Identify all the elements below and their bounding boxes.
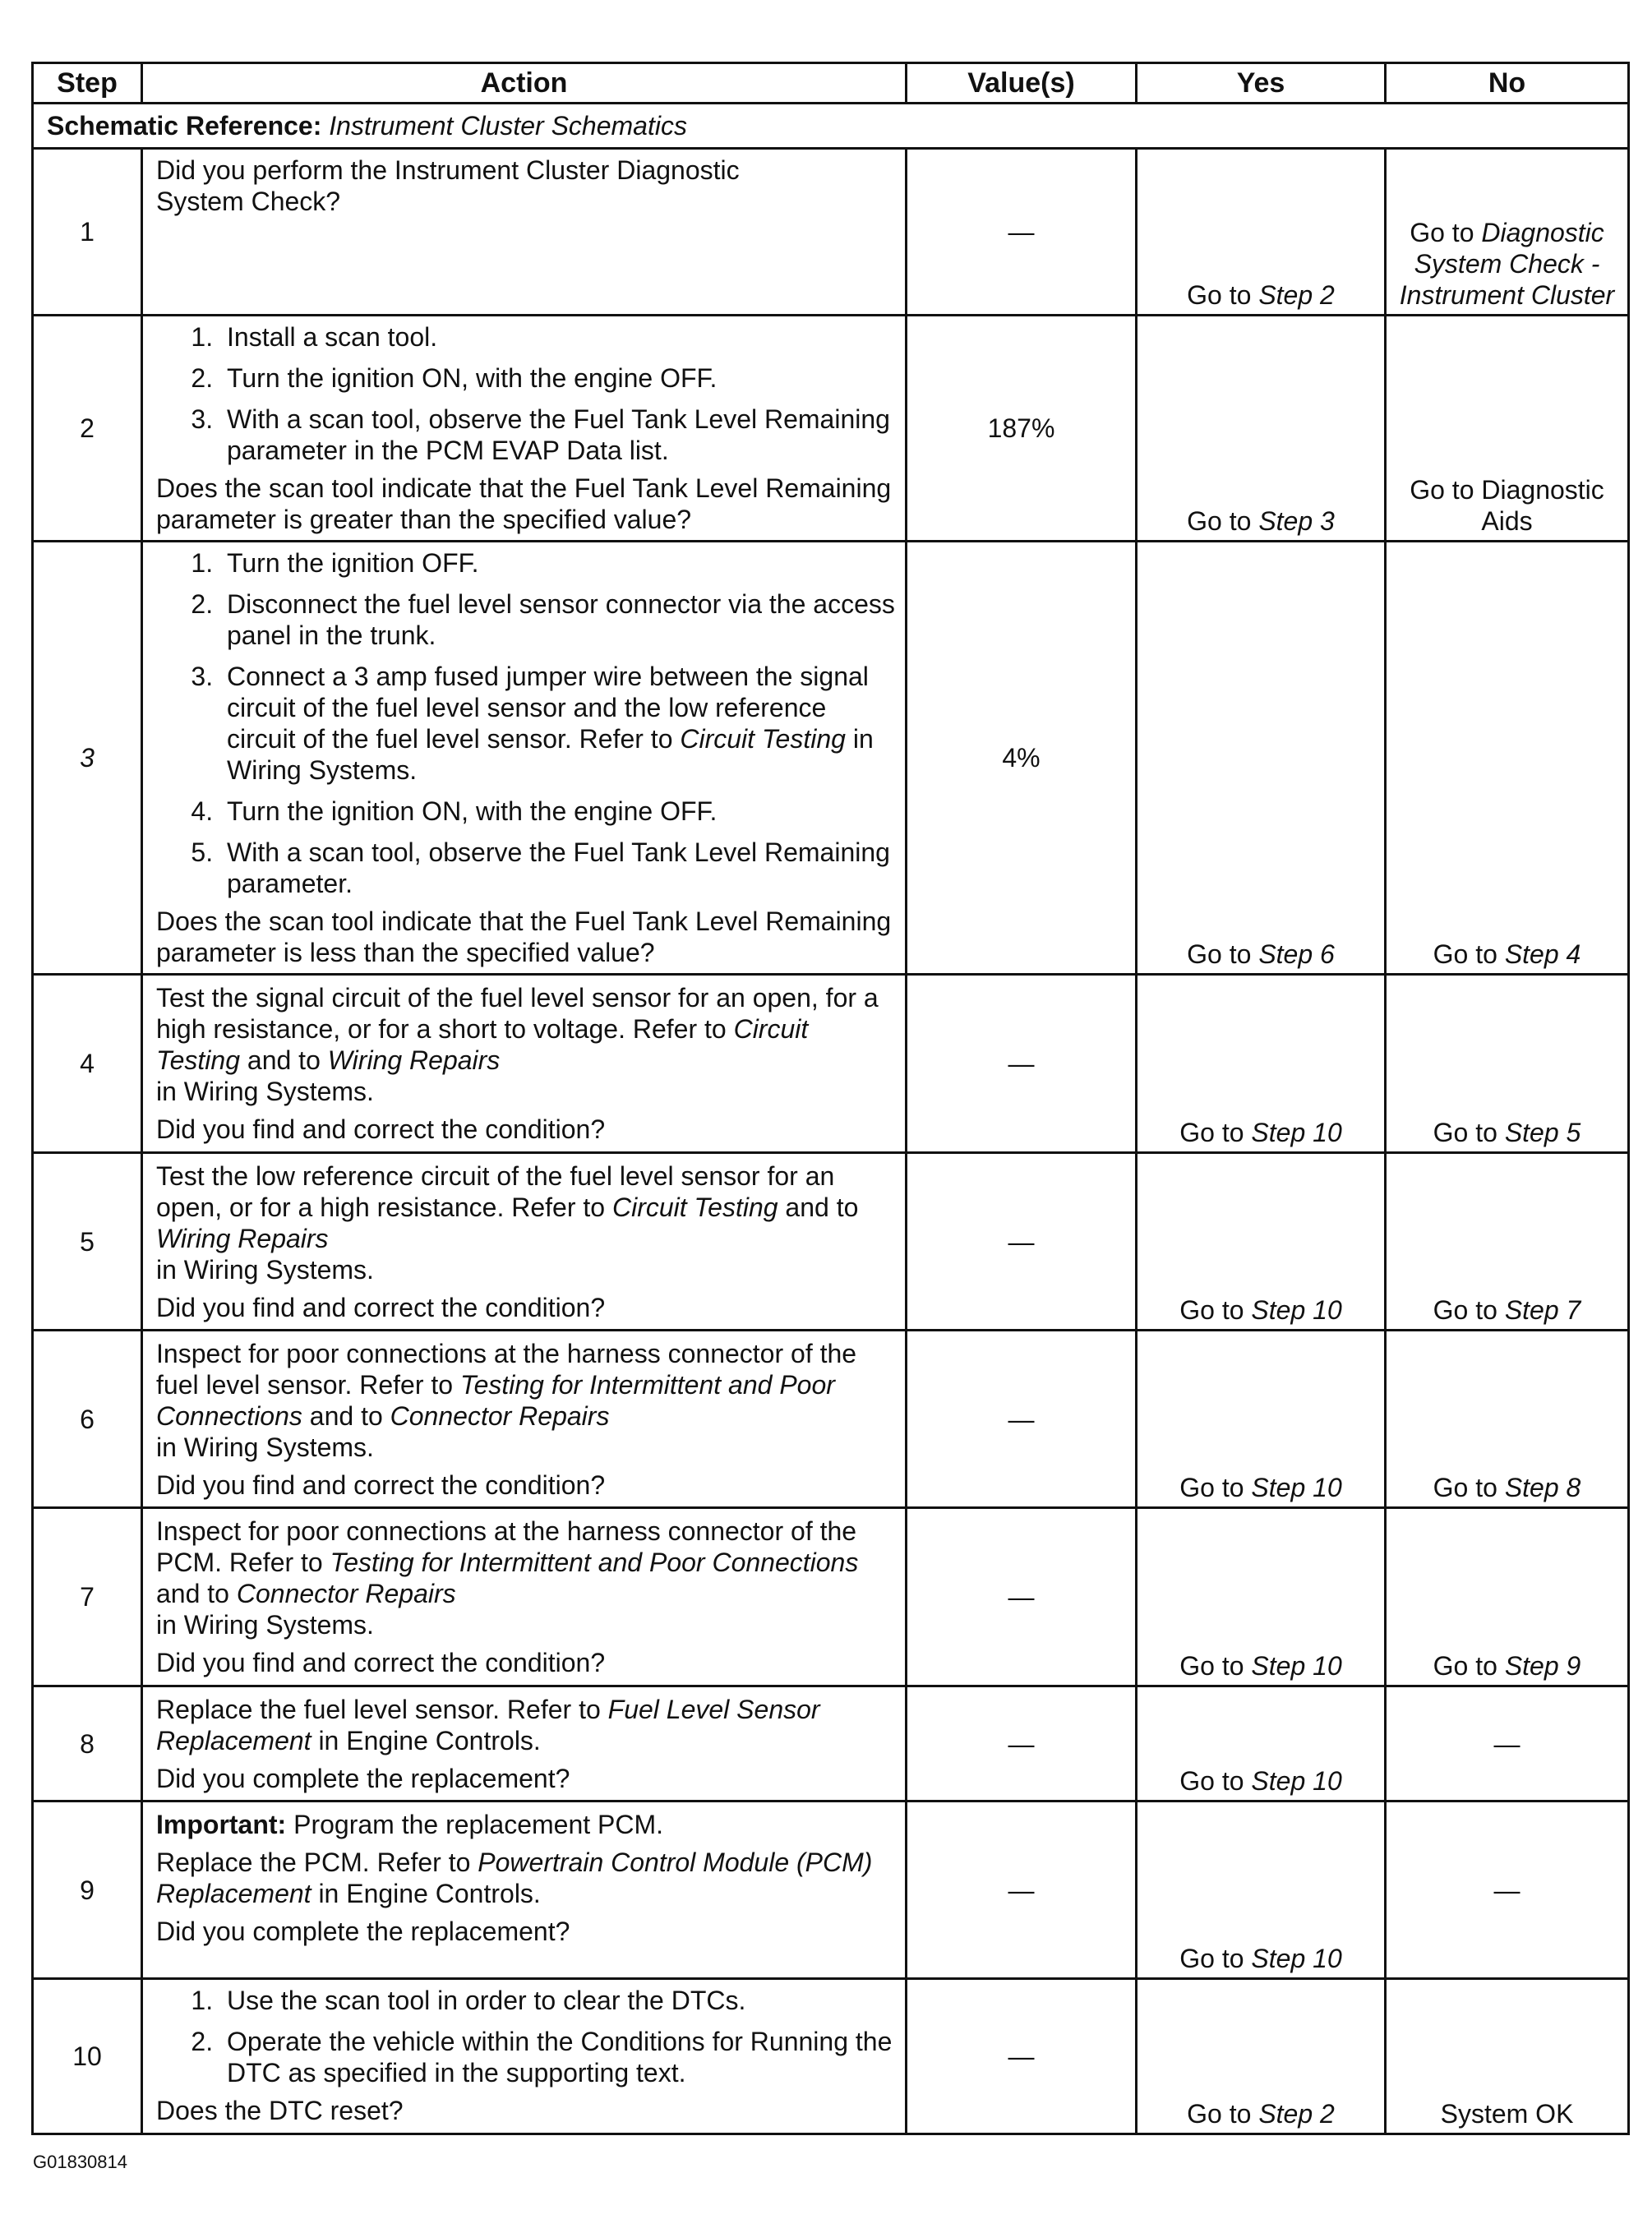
no-prefix: Go to <box>1410 218 1474 247</box>
action-list <box>156 1985 895 2088</box>
table-row <box>33 316 1629 542</box>
step-number: 4 <box>33 975 142 1153</box>
no-link[interactable]: Step 7 <box>1504 1295 1581 1325</box>
yes-prefix: Go to <box>1187 506 1252 536</box>
step-number: 6 <box>33 1331 142 1508</box>
no-prefix: Go to <box>1433 1118 1497 1147</box>
value-cell: — <box>907 1979 1137 2134</box>
no-cell: System OK <box>1386 1979 1629 2134</box>
no-cell <box>1386 1153 1629 1331</box>
action-text-part: Replace the PCM. Refer to <box>156 1848 471 1877</box>
no-prefix: Go to <box>1433 1651 1497 1681</box>
yes-link[interactable]: Step 10 <box>1251 1651 1342 1681</box>
no-cell: — <box>1386 1686 1629 1801</box>
action-question: Did you find and correct the condition? <box>156 1648 606 1677</box>
yes-cell <box>1137 149 1386 316</box>
schematic-label: Schematic Reference: <box>47 111 322 141</box>
action-list-item: 2. Turn the ignition ON, with the engine OFF. <box>220 362 895 394</box>
connector-repairs-link[interactable]: Connector Repairs <box>390 1401 610 1431</box>
action-text-part: Replace the fuel level sensor. Refer to <box>156 1695 601 1724</box>
action-text <box>156 1847 895 1909</box>
no-cell <box>1386 542 1629 975</box>
table-row <box>33 1331 1629 1508</box>
action-cell <box>142 1153 907 1331</box>
table-row <box>33 1508 1629 1686</box>
no-prefix: Go to <box>1433 1473 1497 1502</box>
action-list-item: 1. Turn the ignition OFF. <box>220 547 895 579</box>
action-text: Did you perform the Instrument Cluster Diagnostic System Check? <box>156 155 740 216</box>
action-cell <box>142 1686 907 1801</box>
no-cell <box>1386 975 1629 1153</box>
table-row <box>33 1979 1629 2134</box>
no-link[interactable]: Step 5 <box>1504 1118 1581 1147</box>
step-number: 1 <box>33 149 142 316</box>
schematic-row <box>33 104 1629 149</box>
value-cell: — <box>907 975 1137 1153</box>
yes-cell <box>1137 1508 1386 1686</box>
action-text-part: and to <box>156 1579 229 1608</box>
action-question: Did you find and correct the condition? <box>156 1114 606 1144</box>
action-text <box>156 982 895 1107</box>
action-text-part: Inspect for poor connections at the harness connector of the fuel level sensor. Refer to <box>156 1339 857 1400</box>
yes-link[interactable]: Step 2 <box>1258 2099 1335 2129</box>
important-note <box>156 1809 895 1840</box>
step-number: 7 <box>33 1508 142 1686</box>
action-cell <box>142 1979 907 2134</box>
yes-link[interactable]: Step 10 <box>1251 1118 1342 1147</box>
yes-link[interactable]: Step 6 <box>1258 939 1335 969</box>
yes-prefix: Go to <box>1187 2099 1252 2129</box>
connector-repairs-link[interactable]: Connector Repairs <box>236 1579 456 1608</box>
action-text <box>156 1515 895 1640</box>
intermittent-connections-link[interactable]: Testing for Intermittent and Poor Connections <box>156 1370 835 1431</box>
header-step: Step <box>33 63 142 104</box>
action-text-part: in Wiring Systems. <box>156 1610 374 1640</box>
yes-cell <box>1137 1801 1386 1979</box>
action-text-part: Inspect for poor connections at the harness connector of the PCM. Refer to <box>156 1516 857 1577</box>
action-list-item: 4. Turn the ignition ON, with the engine OFF. <box>220 796 895 827</box>
wiring-repairs-link[interactable]: Wiring Repairs <box>156 1224 329 1253</box>
yes-prefix: Go to <box>1187 280 1252 310</box>
value-cell: — <box>907 1331 1137 1508</box>
step-number: 5 <box>33 1153 142 1331</box>
no-prefix: Go to <box>1433 1295 1497 1325</box>
sensor-replacement-link[interactable]: Fuel Level Sensor Replacement <box>156 1695 820 1755</box>
important-text: Program the replacement PCM. <box>293 1810 664 1839</box>
value-cell: 187% <box>907 316 1137 542</box>
circuit-testing-link[interactable]: Circuit Testing <box>611 1193 778 1222</box>
action-list <box>156 547 895 899</box>
circuit-testing-link[interactable]: Circuit Testing <box>156 1014 809 1075</box>
yes-prefix: Go to <box>1179 1295 1244 1325</box>
action-cell <box>142 1801 907 1979</box>
step-number: 9 <box>33 1801 142 1979</box>
action-text-part: and to <box>309 1401 383 1431</box>
no-link[interactable]: Step 9 <box>1504 1651 1581 1681</box>
yes-cell <box>1137 1153 1386 1331</box>
step-number: 10 <box>33 1979 142 2134</box>
diagnostic-table <box>31 62 1630 2135</box>
action-list-item: 5. With a scan tool, observe the Fuel Tank Level Remaining parameter. <box>220 837 895 899</box>
action-text <box>156 1338 895 1463</box>
header-no: No <box>1386 63 1629 104</box>
wiring-repairs-link[interactable]: Wiring Repairs <box>327 1045 501 1075</box>
value-cell: — <box>907 1153 1137 1331</box>
action-text <box>156 1694 895 1756</box>
table-row <box>33 1686 1629 1801</box>
action-item-text: Connect a 3 amp fused jumper wire between the signal circuit of the fuel level sensor and the low reference circuit of the fuel level sensor. Refer to <box>227 662 869 754</box>
action-list-item: 2. Operate the vehicle within the Conditions for Running the DTC as specified in the supporting text. <box>220 2026 895 2088</box>
action-list-item <box>220 661 895 786</box>
table-row <box>33 975 1629 1153</box>
action-question: Did you find and correct the condition? <box>156 1470 606 1500</box>
action-cell <box>142 1331 907 1508</box>
schematic-reference <box>33 104 1629 149</box>
yes-cell <box>1137 316 1386 542</box>
no-cell <box>1386 1508 1629 1686</box>
yes-prefix: Go to <box>1179 1944 1244 1973</box>
action-question: Does the scan tool indicate that the Fuel Tank Level Remaining parameter is greater than the specified value? <box>156 473 892 534</box>
important-label: Important: <box>156 1810 287 1839</box>
action-text-part: in Wiring Systems. <box>156 1077 374 1106</box>
yes-cell <box>1137 1979 1386 2134</box>
yes-prefix: Go to <box>1179 1473 1244 1502</box>
step-number: 2 <box>33 316 142 542</box>
action-question: Does the DTC reset? <box>156 2096 404 2125</box>
yes-prefix: Go to <box>1179 1118 1244 1147</box>
yes-link[interactable]: Step 3 <box>1258 506 1335 536</box>
table-row <box>33 542 1629 975</box>
action-question: Did you find and correct the condition? <box>156 1293 606 1322</box>
step-number: 3 <box>33 542 142 975</box>
yes-cell <box>1137 975 1386 1153</box>
yes-link[interactable]: Step 10 <box>1251 1295 1342 1325</box>
intermittent-connections-link[interactable]: Testing for Intermittent and Poor Connections <box>330 1548 859 1577</box>
yes-cell <box>1137 542 1386 975</box>
no-cell: — <box>1386 1801 1629 1979</box>
schematic-link[interactable]: Instrument Cluster Schematics <box>329 111 687 141</box>
no-link[interactable]: Diagnostic System Check - Instrument Cluster <box>1399 218 1615 310</box>
table-row <box>33 1153 1629 1331</box>
action-text <box>156 1160 895 1285</box>
action-list-item: 1. Use the scan tool in order to clear the DTCs. <box>220 1985 895 2016</box>
header-values: Value(s) <box>907 63 1137 104</box>
action-cell <box>142 975 907 1153</box>
action-text-part: in Wiring Systems. <box>156 1432 374 1462</box>
value-cell: — <box>907 1801 1137 1979</box>
no-cell <box>1386 1331 1629 1508</box>
yes-prefix: Go to <box>1179 1651 1244 1681</box>
no-link[interactable]: Step 8 <box>1504 1473 1581 1502</box>
action-question: Did you complete the replacement? <box>156 1917 570 1946</box>
value-cell: — <box>907 1508 1137 1686</box>
action-question: Did you complete the replacement? <box>156 1764 570 1793</box>
table-row <box>33 149 1629 316</box>
yes-link[interactable]: Step 10 <box>1251 1944 1342 1973</box>
action-list-item: 1. Install a scan tool. <box>220 321 895 353</box>
value-cell: — <box>907 149 1137 316</box>
action-list <box>156 321 895 466</box>
action-cell <box>142 316 907 542</box>
action-item-suffix: in Wiring Systems. <box>227 724 874 785</box>
yes-link[interactable]: Step 2 <box>1258 280 1335 310</box>
table-row <box>33 1801 1629 1979</box>
action-text-part: Test the signal circuit of the fuel level sensor for an open, for a high resistance, or for a short to voltage. Refer to <box>156 983 879 1044</box>
action-cell <box>142 1508 907 1686</box>
no-cell <box>1386 149 1629 316</box>
action-text-part: in Engine Controls. <box>318 1879 541 1908</box>
yes-prefix: Go to <box>1187 939 1252 969</box>
action-question: Does the scan tool indicate that the Fuel Tank Level Remaining parameter is less than the specified value? <box>156 907 892 967</box>
yes-prefix: Go to <box>1179 1766 1244 1796</box>
value-cell: — <box>907 1686 1137 1801</box>
no-cell[interactable]: Go to Diagnostic Aids <box>1386 316 1629 542</box>
yes-link[interactable]: Step 10 <box>1251 1766 1342 1796</box>
header-action: Action <box>142 63 907 104</box>
value-cell: 4% <box>907 542 1137 975</box>
action-cell <box>142 149 907 316</box>
no-prefix: Go to <box>1433 939 1497 969</box>
action-text-part: and to <box>247 1045 321 1075</box>
action-text-part: in Engine Controls. <box>318 1726 541 1755</box>
step-number: 8 <box>33 1686 142 1801</box>
yes-link[interactable]: Step 10 <box>1251 1473 1342 1502</box>
action-list-item: 3. With a scan tool, observe the Fuel Tank Level Remaining parameter in the PCM EVAP Data list. <box>220 404 895 466</box>
circuit-testing-link[interactable]: Circuit Testing <box>680 724 846 754</box>
action-text-part: Test the low reference circuit of the fuel level sensor for an open, or for a high resistance. Refer to <box>156 1161 835 1222</box>
header-yes: Yes <box>1137 63 1386 104</box>
action-cell <box>142 542 907 975</box>
figure-id: G01830814 <box>33 2152 127 2172</box>
yes-cell <box>1137 1331 1386 1508</box>
action-text-part: in Wiring Systems. <box>156 1255 374 1285</box>
pcm-replacement-link[interactable]: Powertrain Control Module (PCM) Replacement <box>156 1848 873 1908</box>
no-link[interactable]: Step 4 <box>1504 939 1581 969</box>
action-text-part: and to <box>785 1193 859 1222</box>
action-list-item: 2. Disconnect the fuel level sensor connector via the access panel in the trunk. <box>220 588 895 651</box>
yes-cell <box>1137 1686 1386 1801</box>
header-row <box>33 63 1629 104</box>
